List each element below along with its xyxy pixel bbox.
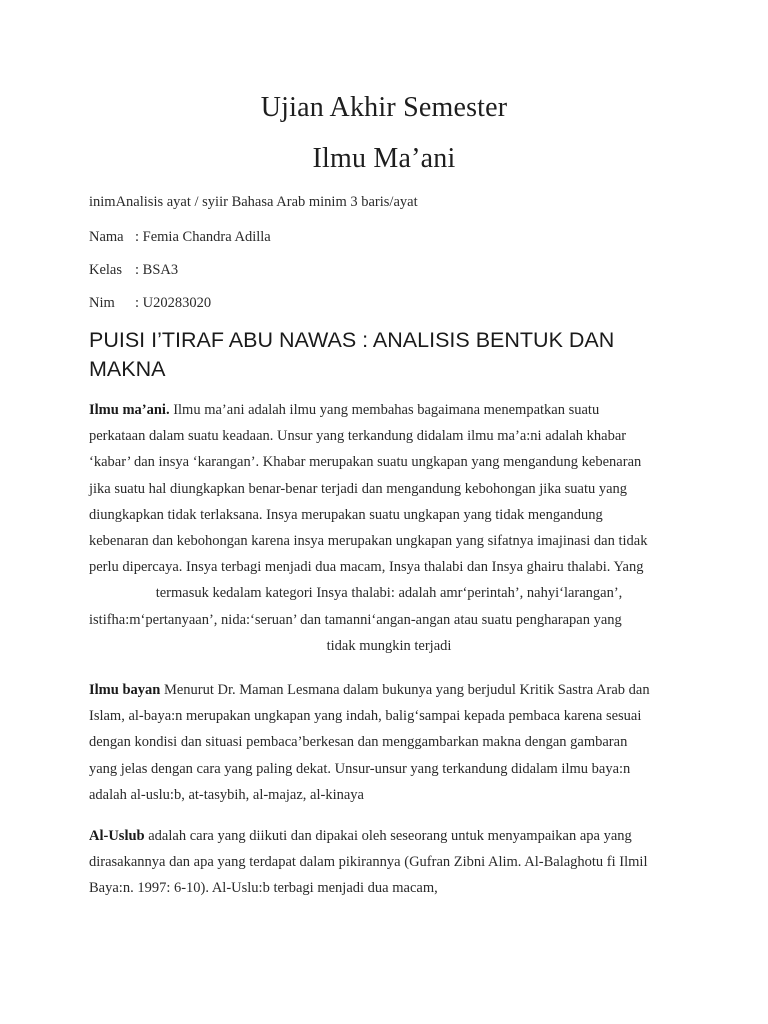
paragraph-line: Islam, al-baya:n merupakan ungkapan yang indah, balig‘sampai kepada pembaca karena sesuai [89,708,642,725]
paragraph-line: diungkapkan tidak terlaksana. Insya merupakan suatu ungkapan yang tidak mengandung [89,506,603,523]
document-subtitle: Ilmu Ma’ani [312,143,456,174]
paragraph-line: jika suatu hal diungkapkan benar-benar terjadi dan mengandung kebohongan jika suatu yang [89,480,628,497]
paragraph-line: adalah cara yang diikuti dan dipakai oleh seseorang untuk menyampaikan apa yang [144,828,632,844]
student-nim-row [89,295,211,312]
class-value: : BSA3 [135,262,179,278]
paragraph-ilmu-maani [89,397,689,659]
paragraph-line: dirasakannya dan apa yang terdapat dalam pikirannya (Gufran Zibni Alim. Al-Balaghotu fi Ilmil [89,854,648,871]
paragraph-term: Ilmu bayan [89,682,161,698]
paragraph-line: dengan kondisi dan situasi pembaca’berkesan dan menggambarkan makna dengan gambaran [89,734,628,751]
paragraph-term: Al-Uslub [89,828,145,844]
document-title: Ujian Akhir Semester [260,92,508,123]
paragraph-line: adalah al-uslu:b, at-tasybih, al-majaz, al-kinaya [89,786,364,803]
paragraph-line: istifha:m‘pertanyaan’, nida:‘seruan’ dan tamanni‘angan-angan atau suatu pengharapan yang [89,611,622,628]
nim-value: : U20283020 [135,295,212,311]
class-label: Kelas [89,262,123,278]
paragraph-ilmu-bayan [89,677,689,808]
paragraph-line: termasuk kedalam kategori Insya thalabi: adalah amr‘perintah’, nahyi‘larangan’, [155,585,623,602]
paragraph-line: ‘kabar’ dan insya ‘karangan’. Khabar merupakan suatu ungkapan yang mengandung kebenaran [89,454,642,471]
paragraph-al-uslub [89,823,689,902]
section-heading: PUISI I’TIRAF ABU NAWAS : ANALISIS BENTUK DAN MAKNA [89,328,615,381]
paragraph-line: yang jelas dengan cara yang paling dekat. Unsur-unsur yang terkandung didalam ilmu baya:n [89,760,631,777]
student-name-row [89,229,271,246]
student-class-row [89,262,178,279]
paragraph-line: perlu dipercaya. Insya terbagi menjadi dua macam, Insya thalabi dan Insya ghairu thalabi. Yang [89,559,644,576]
paragraph-line: perkataan dalam suatu keadaan. Unsur yang terkandung didalam ilmu ma’a:ni adalah khabar [89,428,627,445]
paragraph-line: kebenaran dan kebohongan karena insya merupakan ungkapan yang sifatnya imajinasi dan tidak [89,533,648,550]
paragraph-line: tidak mungkin terjadi [326,637,452,654]
nim-label: Nim [89,295,115,311]
paragraph-line: Ilmu ma’ani adalah ilmu yang membahas bagaimana menempatkan suatu [169,402,600,418]
name-value: : Femia Chandra Adilla [135,229,271,245]
instruction-text: inimAnalisis ayat / syiir Bahasa Arab minim 3 baris/ayat [89,194,418,210]
paragraph-line: Menurut Dr. Maman Lesmana dalam bukunya yang berjudul Kritik Sastra Arab dan [160,682,650,698]
paragraph-term: Ilmu ma’ani. [89,402,170,418]
paragraph-line: Baya:n. 1997: 6-10). Al-Uslu:b terbagi menjadi dua macam, [89,880,438,897]
name-label: Nama [89,229,124,245]
